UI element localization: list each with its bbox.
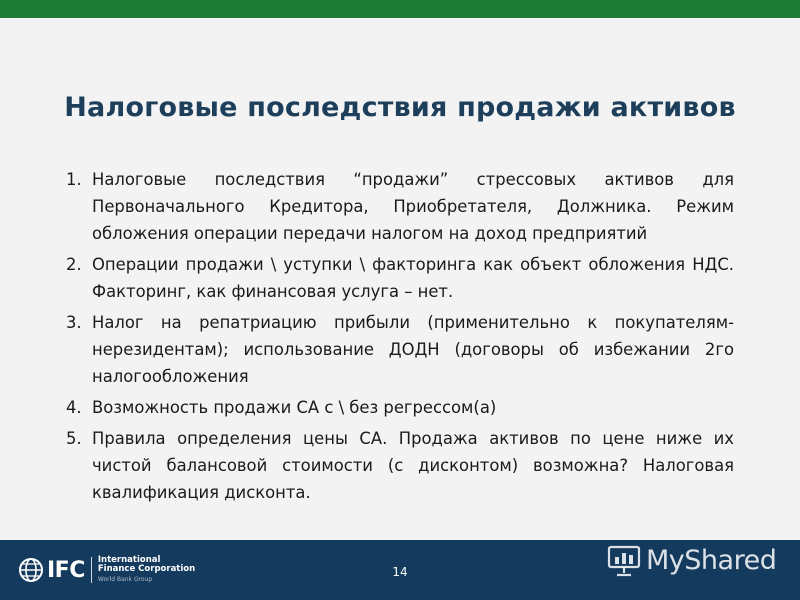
list-item-number: 4. — [66, 398, 82, 417]
list-item-number: 1. — [66, 170, 82, 189]
list-item-number: 2. — [66, 255, 82, 274]
list-item-text: Налоговые последствия “продажи” стрессовых активов для Первоначального Кредитора, Приобретателя, Должника. Режим обложения операции передачи налогом на доход предприятий — [92, 170, 734, 243]
slide-title: Налоговые последствия продажи активов — [64, 92, 736, 123]
logo-divider — [91, 557, 92, 583]
logo-mark: IFC — [47, 557, 85, 583]
list-item — [66, 425, 734, 506]
list-item-text: Операции продажи \ уступки \ факторинга как объект обложения НДС. Факторинг, как финансовая услуга – нет. — [92, 255, 734, 301]
list-item — [66, 309, 734, 390]
globe-icon — [18, 557, 44, 583]
ifc-logo — [18, 556, 195, 584]
top-accent-bar — [0, 0, 800, 18]
list-item-text: Возможность продажи СА с \ без регрессом(а) — [92, 398, 497, 417]
list-item — [66, 166, 734, 247]
list-item-number: 5. — [66, 429, 82, 448]
logo-subtitle: World Bank Group — [97, 576, 153, 583]
logo-text — [98, 556, 195, 584]
watermark-text: MyShared — [646, 544, 777, 576]
presentation-board-icon — [606, 543, 642, 577]
logo-line-2: Finance Corporation — [97, 564, 196, 574]
list-item — [66, 394, 734, 421]
list-item — [66, 251, 734, 305]
list-item-number: 3. — [66, 313, 82, 332]
logo-line-1: International — [97, 555, 161, 565]
list-item-text: Налог на репатриацию прибыли (применительно к покупателям-нерезидентам); использование ДОДН (договоры об избежании 2го налогообложения — [92, 313, 734, 386]
footer-bar — [0, 540, 800, 600]
page-number: 14 — [392, 565, 408, 579]
slide-content — [66, 166, 734, 510]
watermark — [606, 540, 776, 580]
list-item-text: Правила определения цены СА. Продажа активов по цене ниже их чистой балансовой стоимости (с дисконтом) возможна? Налоговая квалификация дисконта. — [92, 429, 734, 502]
